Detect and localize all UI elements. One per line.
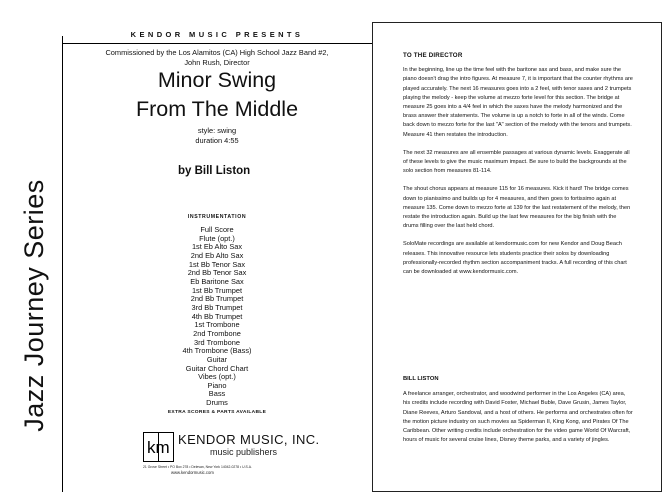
duration-text: duration 4:55 [195,135,239,145]
director-notes [403,51,633,286]
instrument-item: 1st Bb Tenor Sax [188,259,246,269]
notes-paragraph-3: The shout chorus appears at measure 115 for 16 measures. Kick it hard! The bridge comes down to pianissimo and builds up for 4 measures, and then goes to fortissimo again at measure 135. Come down to mezzo forte at 139 for the last restatement of the melody, then restate the introduction again. Build up the last few measures for the big finish with the drums filling over the last held chord. [403,186,631,230]
extras-note: EXTRA SCORES & PARTS AVAILABLE [167,410,267,415]
series-title [12,120,56,490]
instrument-item: 2nd Eb Alto Sax [190,250,244,260]
bio-text: A freelance arranger, orchestrator, and woodwind performer in the Los Angeles (CA) area, his credits include recording with David Foster, Michael Buble, Dave Grusin, James Taylor, Diane Reeves, Arturo Sandoval, and a host of others. He performs and orchestrates often for the motion picture industry on such movies as Spiderman II, King Kong, and Pirates Of The Caribbean. Other writing credits include orchestration for the video game World Of Warcraft, hours of music for several cruise lines, Disney theme parks, and a variety of jingles. [403,391,633,444]
instrument-item: Guitar Chord Chart [185,363,249,373]
notes-paragraph-4: SoloMate recordings are available at kendormusic.com for new Kendor and Doug Beach releases. This innovative resource lets students practice their solos by downloading professionally-recorded rhythm section accompaniment tracks. A full recording of this chart can be downloaded at www.kendormusic.com. [403,241,627,276]
top-divider [62,43,372,44]
instrument-item: Vibes (opt.) [198,372,236,382]
instrument-item: 4th Trombone (Bass) [182,346,252,356]
instrument-item: Flute (opt.) [199,233,235,243]
commission-line-1: Commissioned by the Los Alamitos (CA) High School Jazz Band #2, [105,48,329,57]
notes-paragraph-1: In the beginning, line up the time feel with the baritone sax and bass, and make sure the piano doesn't drag the intro figures. At measure 7, it is important that the counter rhythms are played accurately. The next 16 measures goes into a 2 feel, with tenor saxes and 2 trumpets playing the melody - keep the volume at mezzo forte level for this section. The bridge at measure 25 goes into a 4/4 feel in which the saxes have the melody harmonized and the brass answer their statements. The volume is up a notch to forte in all of the winds. Come back down to mezzo forte for the last "A" section of the melody with the tenors and trumpets. Measure 41 then restates the introduction. [403,67,633,138]
publisher-presents: KENDOR MUSIC PRESENTS [130,30,304,39]
instrument-item: Drums [206,398,228,408]
composer-credit: by Bill Liston [178,165,251,177]
publisher-subtitle: music publishers [210,447,278,457]
notes-page [372,22,662,492]
instrument-item: Bass [208,389,226,399]
instrument-item: Full Score [200,225,234,234]
instrument-item: 4th Bb Trumpet [191,311,243,321]
series-title-text: Jazz Journey Series [18,178,49,432]
title-line-2: From The Middle [135,97,299,121]
commission-note [62,48,372,67]
publisher-address: 21 Grove Street • PO Box 278 • Delevan, New York 14042-0278 • U.S.A. [143,465,252,469]
bio-heading: BILL LISTON [403,376,439,382]
director-notes-heading: TO THE DIRECTOR [403,52,463,59]
title-line-1: Minor Swing [157,68,277,92]
piece-title [62,66,372,124]
publisher-website: www.kendormusic.com [171,470,214,475]
instrumentation-list [62,226,372,408]
instrument-item: 1st Bb Trumpet [191,285,243,295]
instrument-item: Eb Baritone Sax [190,276,244,286]
style-text: style: swing [197,126,237,135]
instrument-item: 2nd Trombone [193,328,241,338]
notes-paragraph-2: The next 32 measures are all ensemble passages at various dynamic levels. Exaggerate all of these levels to give the music maximum impact. Be sure to build the backgrounds at the solo section from measures 81-114. [403,149,630,175]
instrument-item: 1st Eb Alto Sax [191,242,243,252]
instrumentation-heading: INSTRUMENTATION [187,214,247,220]
instrument-item: 2nd Bb Trumpet [190,294,244,304]
kendor-logo-icon [143,432,174,462]
logo-monogram: km [147,438,170,457]
instrument-item: 1st Trombone [194,320,240,330]
instrument-item: Piano [207,380,227,390]
style-info [62,126,372,145]
instrument-item: Guitar [206,354,228,364]
instrument-item: 3rd Bb Trumpet [191,302,243,312]
instrument-item: 2nd Bb Tenor Sax [187,268,247,278]
arranger-bio [403,375,633,445]
publisher-name: KENDOR MUSIC, INC. [178,432,320,447]
instrument-item: 3rd Trombone [193,337,240,347]
commission-line-2: John Rush, Director [184,57,250,67]
